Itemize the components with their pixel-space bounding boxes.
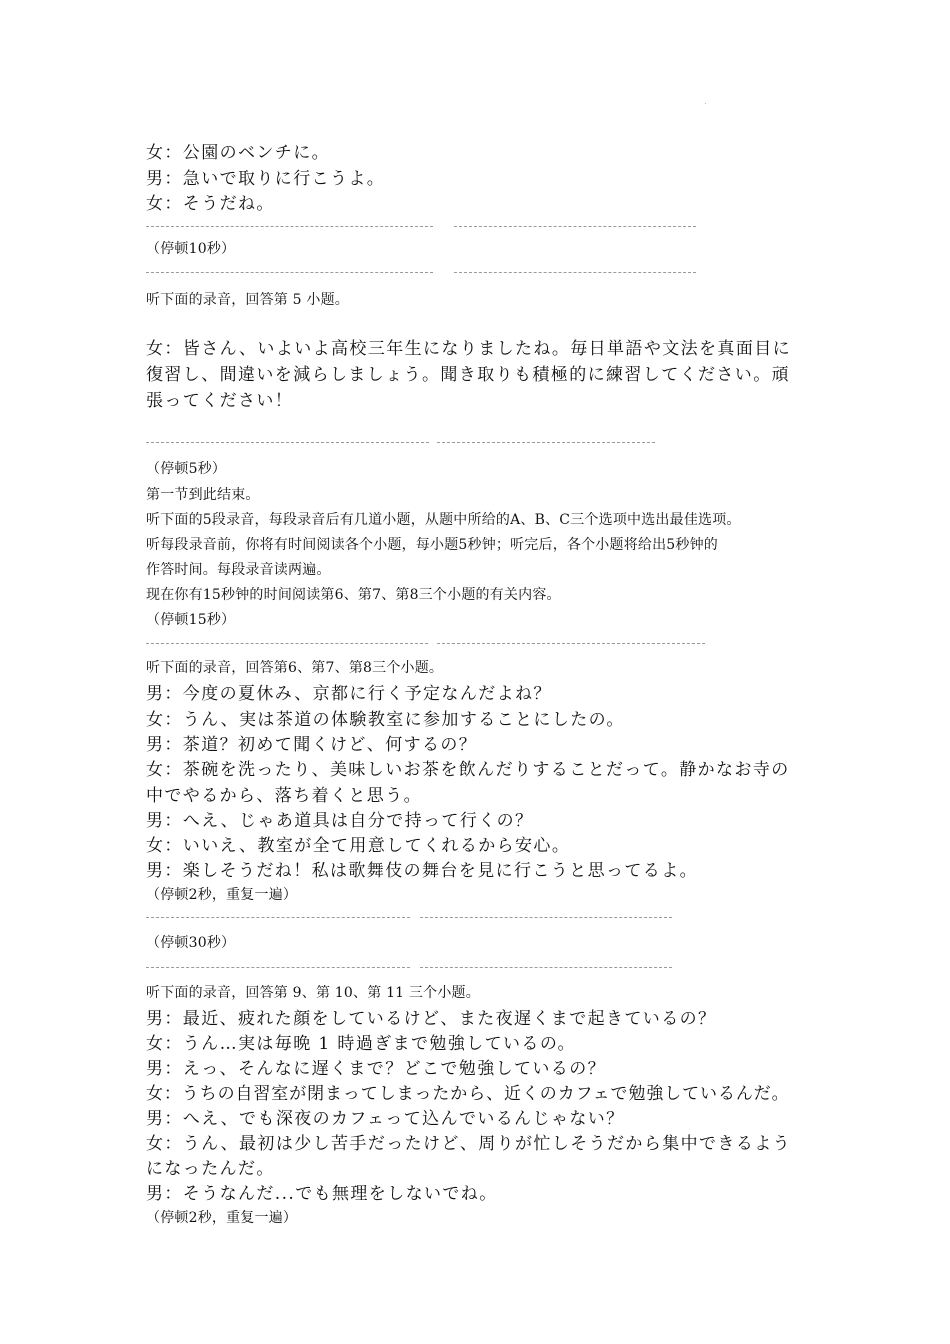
dialogue-line: 女：いいえ、教室が全て用意してくれるから安心。 xyxy=(146,836,571,856)
divider-left xyxy=(146,442,429,443)
divider-right xyxy=(420,917,672,918)
instruction-line: 听每段录音前，你将有时间阅读各个小题，每小题5秒钟；听完后，各个小题将给出5秒钟的 xyxy=(146,537,719,553)
dialogue-line: 男：最近、疲れた顔をしているけど、また夜遅くまで起きているの？ xyxy=(146,1009,717,1029)
divider-left xyxy=(146,272,433,273)
page-speck xyxy=(705,103,706,104)
pause-note: （停顿30秒） xyxy=(146,935,236,951)
pause-note: （停顿5秒） xyxy=(146,461,227,477)
dialogue-line: 女：茶碗を洗ったり、美味しいお茶を飲んだりすることだって。静かなお寺の xyxy=(146,760,790,780)
dialogue-line: 女：うん、実は茶道の体験教室に参加することにしたの。 xyxy=(146,710,625,730)
dialogue-line: 男：急いで取りに行こうよ。 xyxy=(146,169,386,189)
divider-right xyxy=(454,272,696,273)
pause-note: （停顿15秒） xyxy=(146,612,236,628)
dialogue-line: になったんだ。 xyxy=(146,1159,275,1179)
dialogue-line: 男：楽しそうだね！私は歌舞伎の舞台を見に行こうと思ってるよ。 xyxy=(146,861,698,881)
dialogue-line: 女：公園のベンチに。 xyxy=(146,143,330,163)
divider-left xyxy=(146,967,410,968)
question-instruction: 听下面的录音，回答第 5 小题。 xyxy=(146,292,350,308)
divider-left xyxy=(146,917,410,918)
dialogue-line: 中でやるから、落ち着くと思う。 xyxy=(146,786,422,806)
divider-right xyxy=(437,643,705,644)
dialogue-line: 女：うん…実は毎晩 1 時過ぎまで勉強しているの。 xyxy=(146,1034,576,1054)
dialogue-line: 男：今度の夏休み、京都に行く予定なんだよね？ xyxy=(146,684,552,704)
dialogue-line: 男：そうなんだ...でも無理をしないでね。 xyxy=(146,1184,498,1204)
dialogue-line: 男：えっ、そんなに遅くまで？どこで勉強しているの？ xyxy=(146,1059,606,1079)
dialogue-line: 女：うちの自習室が閉まってしまったから、近くのカフェで勉強しているんだ。 xyxy=(146,1084,790,1104)
instruction-line: 作答时间。每段录音读两遍。 xyxy=(146,562,331,578)
dialogue-line: 男：茶道？初めて聞くけど、何するの？ xyxy=(146,735,478,755)
dialogue-line: 男：へえ、でも深夜のカフェって込んでいるんじゃない？ xyxy=(146,1109,625,1129)
question-instruction: 听下面的录音，回答第 9、第 10、第 11 三个小题。 xyxy=(146,985,480,1001)
pause-note: （停顿2秒，重复一遍） xyxy=(146,887,298,903)
question-instruction: 听下面的录音，回答第6、第7、第8三个小题。 xyxy=(146,660,444,676)
divider-right xyxy=(454,226,696,227)
pause-note: （停顿2秒，重复一遍） xyxy=(146,1210,298,1226)
instruction-line: 现在你有15秒钟的时间阅读第6、第7、第8三个小题的有关内容。 xyxy=(146,587,561,603)
dialogue-line: 男：へえ、じゃあ道具は自分で持って行くの？ xyxy=(146,811,534,831)
divider-left xyxy=(146,643,428,644)
monologue-line: 張ってください！ xyxy=(146,391,294,411)
instruction-line: 听下面的5段录音，每段录音后有几道小题，从题中所给的A、B、C三个选项中选出最佳选项。 xyxy=(146,512,741,528)
dialogue-line: 女：そうだね。 xyxy=(146,194,275,214)
section-end-note: 第一节到此结束。 xyxy=(146,487,260,503)
divider-left xyxy=(146,226,433,227)
monologue-line: 女：皆さん、いよいよ高校三年生になりましたね。毎日単語や文法を真面目に xyxy=(146,339,792,359)
monologue-line: 復習し、間違いを減らしましょう。聞き取りも積極的に練習してください。頑 xyxy=(146,365,790,385)
divider-right xyxy=(420,967,672,968)
dialogue-line: 女：うん、最初は少し苦手だったけど、周りが忙しそうだから集中できるよう xyxy=(146,1134,792,1154)
pause-note: （停顿10秒） xyxy=(146,241,236,257)
divider-right xyxy=(437,442,655,443)
